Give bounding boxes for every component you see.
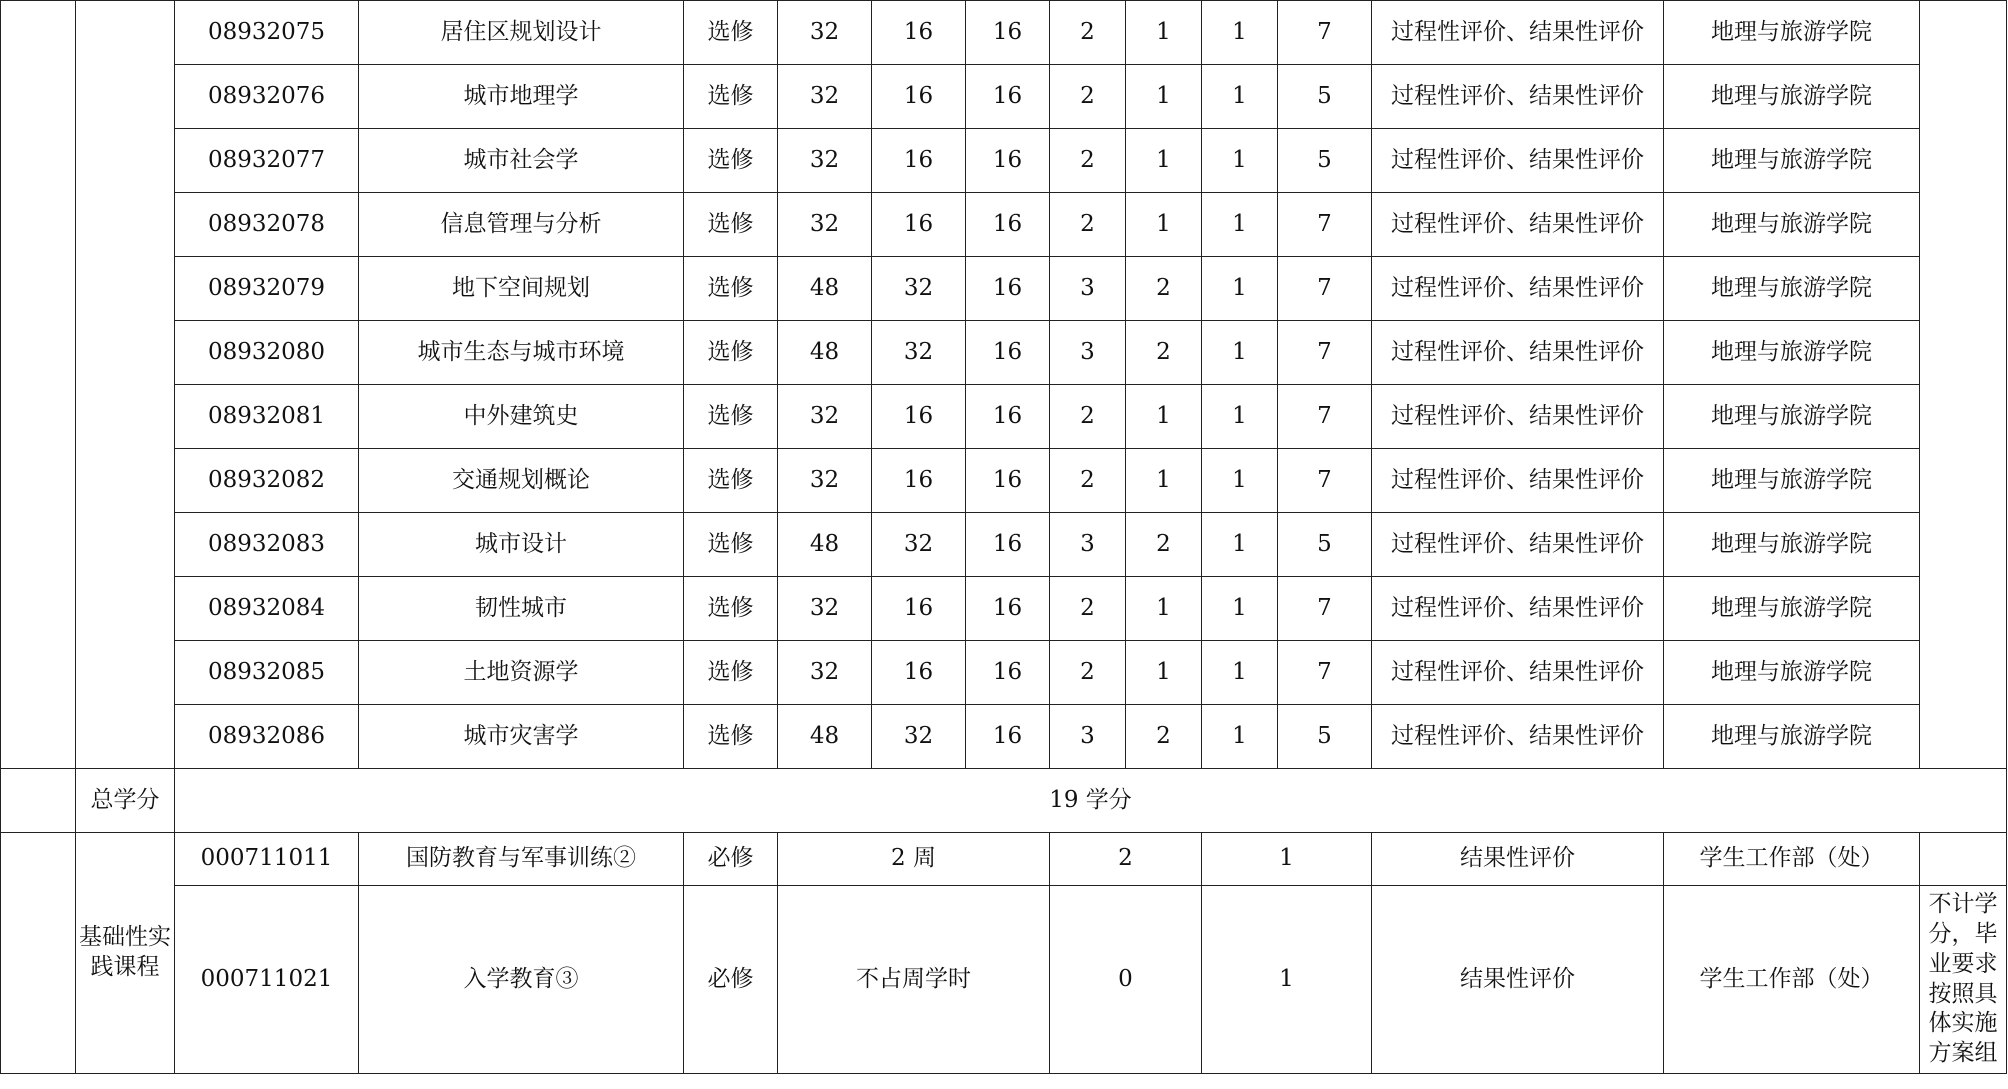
practice-credits: 1 — [1202, 641, 1278, 705]
department: 地理与旅游学院 — [1664, 193, 1920, 257]
course-name: 城市地理学 — [359, 65, 684, 129]
course-name: 韧性城市 — [359, 577, 684, 641]
credits: 3 — [1050, 513, 1126, 577]
theory-hours: 32 — [872, 321, 966, 385]
practice-credits: 1 — [1202, 577, 1278, 641]
practice-credits: 1 — [1202, 1, 1278, 65]
credits: 2 — [1050, 385, 1126, 449]
theory-credits: 1 — [1126, 129, 1202, 193]
assessment: 过程性评价、结果性评价 — [1372, 257, 1664, 321]
theory-credits: 2 — [1126, 321, 1202, 385]
table-row — [1, 321, 2007, 385]
semester: 5 — [1278, 513, 1372, 577]
credits: 2 — [1050, 129, 1126, 193]
course-type: 选修 — [684, 193, 778, 257]
total-hours: 32 — [778, 449, 872, 513]
semester: 7 — [1278, 257, 1372, 321]
practice-credits: 1 — [1202, 705, 1278, 769]
course-code: 08932075 — [175, 1, 359, 65]
credits: 2 — [1050, 65, 1126, 129]
assessment: 结果性评价 — [1372, 833, 1664, 886]
department: 地理与旅游学院 — [1664, 641, 1920, 705]
course-code: 08932084 — [175, 577, 359, 641]
department: 地理与旅游学院 — [1664, 1, 1920, 65]
credits: 3 — [1050, 705, 1126, 769]
course-name: 交通规划概论 — [359, 449, 684, 513]
table-row — [1, 65, 2007, 129]
total-hours: 32 — [778, 129, 872, 193]
credits: 0 — [1050, 886, 1202, 1074]
course-type: 选修 — [684, 321, 778, 385]
course-type: 必修 — [684, 833, 778, 886]
practice-course-section — [1, 833, 2007, 1074]
assessment: 过程性评价、结果性评价 — [1372, 1, 1664, 65]
table-row — [1, 886, 2007, 1074]
course-code: 000711011 — [175, 833, 359, 886]
theory-hours: 32 — [872, 513, 966, 577]
practice-credits: 1 — [1202, 129, 1278, 193]
practice-hours: 16 — [966, 577, 1050, 641]
semester: 5 — [1278, 129, 1372, 193]
practice-credits: 1 — [1202, 65, 1278, 129]
total-hours: 32 — [778, 1, 872, 65]
course-type: 选修 — [684, 65, 778, 129]
assessment: 过程性评价、结果性评价 — [1372, 513, 1664, 577]
practice-hours: 16 — [966, 513, 1050, 577]
theory-credits: 1 — [1126, 577, 1202, 641]
practice-credits: 1 — [1202, 193, 1278, 257]
theory-credits: 2 — [1126, 257, 1202, 321]
course-name: 城市灾害学 — [359, 705, 684, 769]
course-name: 中外建筑史 — [359, 385, 684, 449]
course-code: 08932081 — [175, 385, 359, 449]
semester: 7 — [1278, 641, 1372, 705]
table-row — [1, 833, 2007, 886]
course-code: 08932080 — [175, 321, 359, 385]
course-type: 选修 — [684, 129, 778, 193]
practice-hours: 16 — [966, 449, 1050, 513]
department: 地理与旅游学院 — [1664, 385, 1920, 449]
semester: 7 — [1278, 1, 1372, 65]
notes-cell-blank — [1920, 1, 2007, 769]
total-hours: 32 — [778, 641, 872, 705]
table-row — [1, 513, 2007, 577]
semester: 7 — [1278, 577, 1372, 641]
department: 地理与旅游学院 — [1664, 705, 1920, 769]
course-type: 必修 — [684, 886, 778, 1074]
theory-credits: 1 — [1126, 1, 1202, 65]
table-row — [1, 257, 2007, 321]
practice-hours: 16 — [966, 129, 1050, 193]
assessment: 过程性评价、结果性评价 — [1372, 321, 1664, 385]
assessment: 过程性评价、结果性评价 — [1372, 641, 1664, 705]
total-credits-section — [1, 769, 2007, 833]
total-hours: 48 — [778, 321, 872, 385]
theory-hours: 32 — [872, 705, 966, 769]
department: 地理与旅游学院 — [1664, 129, 1920, 193]
practice-hours: 16 — [966, 65, 1050, 129]
practice-category-label: 基础性实践课程 — [76, 833, 175, 1074]
course-code: 08932085 — [175, 641, 359, 705]
elective-course-rows — [1, 1, 2007, 769]
category-cell-blank — [1, 1, 76, 769]
assessment: 过程性评价、结果性评价 — [1372, 449, 1664, 513]
course-name: 土地资源学 — [359, 641, 684, 705]
credits: 2 — [1050, 193, 1126, 257]
course-code: 08932076 — [175, 65, 359, 129]
practice-credits: 1 — [1202, 257, 1278, 321]
course-name: 城市社会学 — [359, 129, 684, 193]
total-hours: 48 — [778, 513, 872, 577]
table-row — [1, 705, 2007, 769]
total-credits-row — [1, 769, 2007, 833]
practice-hours: 16 — [966, 641, 1050, 705]
theory-hours: 32 — [872, 257, 966, 321]
department: 地理与旅游学院 — [1664, 321, 1920, 385]
assessment: 过程性评价、结果性评价 — [1372, 193, 1664, 257]
course-name: 城市设计 — [359, 513, 684, 577]
semester: 7 — [1278, 385, 1372, 449]
category-cell-blank — [1, 833, 76, 1074]
theory-hours: 16 — [872, 65, 966, 129]
assessment: 过程性评价、结果性评价 — [1372, 385, 1664, 449]
department: 地理与旅游学院 — [1664, 449, 1920, 513]
theory-credits: 2 — [1126, 513, 1202, 577]
subcategory-cell-blank — [76, 1, 175, 769]
assessment: 过程性评价、结果性评价 — [1372, 65, 1664, 129]
course-code: 08932078 — [175, 193, 359, 257]
course-code: 000711021 — [175, 886, 359, 1074]
theory-credits: 1 — [1126, 449, 1202, 513]
course-name: 国防教育与军事训练② — [359, 833, 684, 886]
theory-hours: 16 — [872, 1, 966, 65]
course-code: 08932082 — [175, 449, 359, 513]
semester: 1 — [1202, 833, 1372, 886]
practice-hours: 16 — [966, 257, 1050, 321]
course-type: 选修 — [684, 577, 778, 641]
total-hours: 32 — [778, 577, 872, 641]
course-name: 居住区规划设计 — [359, 1, 684, 65]
semester: 7 — [1278, 321, 1372, 385]
practice-hours: 16 — [966, 193, 1050, 257]
semester: 7 — [1278, 449, 1372, 513]
note — [1920, 833, 2007, 886]
credits: 2 — [1050, 833, 1202, 886]
table-row — [1, 641, 2007, 705]
course-code: 08932079 — [175, 257, 359, 321]
table-row — [1, 129, 2007, 193]
category-cell-blank — [1, 769, 76, 833]
assessment: 结果性评价 — [1372, 886, 1664, 1074]
total-credits-label: 总学分 — [76, 769, 175, 833]
theory-credits: 1 — [1126, 193, 1202, 257]
credits: 2 — [1050, 1, 1126, 65]
course-code: 08932083 — [175, 513, 359, 577]
semester: 5 — [1278, 65, 1372, 129]
credits: 2 — [1050, 449, 1126, 513]
practice-credits: 1 — [1202, 513, 1278, 577]
practice-hours: 16 — [966, 1, 1050, 65]
semester: 1 — [1202, 886, 1372, 1074]
course-type: 选修 — [684, 513, 778, 577]
course-type: 选修 — [684, 385, 778, 449]
semester: 7 — [1278, 193, 1372, 257]
theory-credits: 1 — [1126, 641, 1202, 705]
course-type: 选修 — [684, 257, 778, 321]
table-row — [1, 449, 2007, 513]
course-code: 08932086 — [175, 705, 359, 769]
department: 学生工作部（处） — [1664, 886, 1920, 1074]
total-hours: 32 — [778, 385, 872, 449]
course-code: 08932077 — [175, 129, 359, 193]
theory-hours: 16 — [872, 577, 966, 641]
credits: 2 — [1050, 577, 1126, 641]
course-type: 选修 — [684, 1, 778, 65]
practice-credits: 1 — [1202, 321, 1278, 385]
assessment: 过程性评价、结果性评价 — [1372, 129, 1664, 193]
semester: 5 — [1278, 705, 1372, 769]
total-hours: 48 — [778, 257, 872, 321]
theory-hours: 16 — [872, 193, 966, 257]
department: 地理与旅游学院 — [1664, 577, 1920, 641]
theory-hours: 16 — [872, 449, 966, 513]
credits: 3 — [1050, 321, 1126, 385]
practice-credits: 1 — [1202, 449, 1278, 513]
assessment: 过程性评价、结果性评价 — [1372, 705, 1664, 769]
credits: 3 — [1050, 257, 1126, 321]
course-type: 选修 — [684, 641, 778, 705]
course-type: 选修 — [684, 449, 778, 513]
table-row — [1, 577, 2007, 641]
course-name: 城市生态与城市环境 — [359, 321, 684, 385]
table-row — [1, 1, 2007, 65]
total-hours: 32 — [778, 65, 872, 129]
total-credits-value: 19 学分 — [175, 769, 2007, 833]
theory-hours: 16 — [872, 641, 966, 705]
table-row — [1, 385, 2007, 449]
theory-credits: 1 — [1126, 385, 1202, 449]
course-name: 信息管理与分析 — [359, 193, 684, 257]
course-type: 选修 — [684, 705, 778, 769]
course-hours: 不占周学时 — [778, 886, 1050, 1074]
table-row — [1, 193, 2007, 257]
department: 地理与旅游学院 — [1664, 65, 1920, 129]
department: 地理与旅游学院 — [1664, 513, 1920, 577]
credits: 2 — [1050, 641, 1126, 705]
course-name: 地下空间规划 — [359, 257, 684, 321]
practice-hours: 16 — [966, 705, 1050, 769]
total-hours: 48 — [778, 705, 872, 769]
department: 地理与旅游学院 — [1664, 257, 1920, 321]
theory-credits: 2 — [1126, 705, 1202, 769]
theory-hours: 16 — [872, 129, 966, 193]
course-name: 入学教育③ — [359, 886, 684, 1074]
practice-hours: 16 — [966, 385, 1050, 449]
theory-credits: 1 — [1126, 65, 1202, 129]
department: 学生工作部（处） — [1664, 833, 1920, 886]
theory-hours: 16 — [872, 385, 966, 449]
note: 不计学分，毕业要求按照具体实施方案组 — [1920, 886, 2007, 1074]
course-hours: 2 周 — [778, 833, 1050, 886]
total-hours: 32 — [778, 193, 872, 257]
practice-credits: 1 — [1202, 385, 1278, 449]
assessment: 过程性评价、结果性评价 — [1372, 577, 1664, 641]
practice-hours: 16 — [966, 321, 1050, 385]
